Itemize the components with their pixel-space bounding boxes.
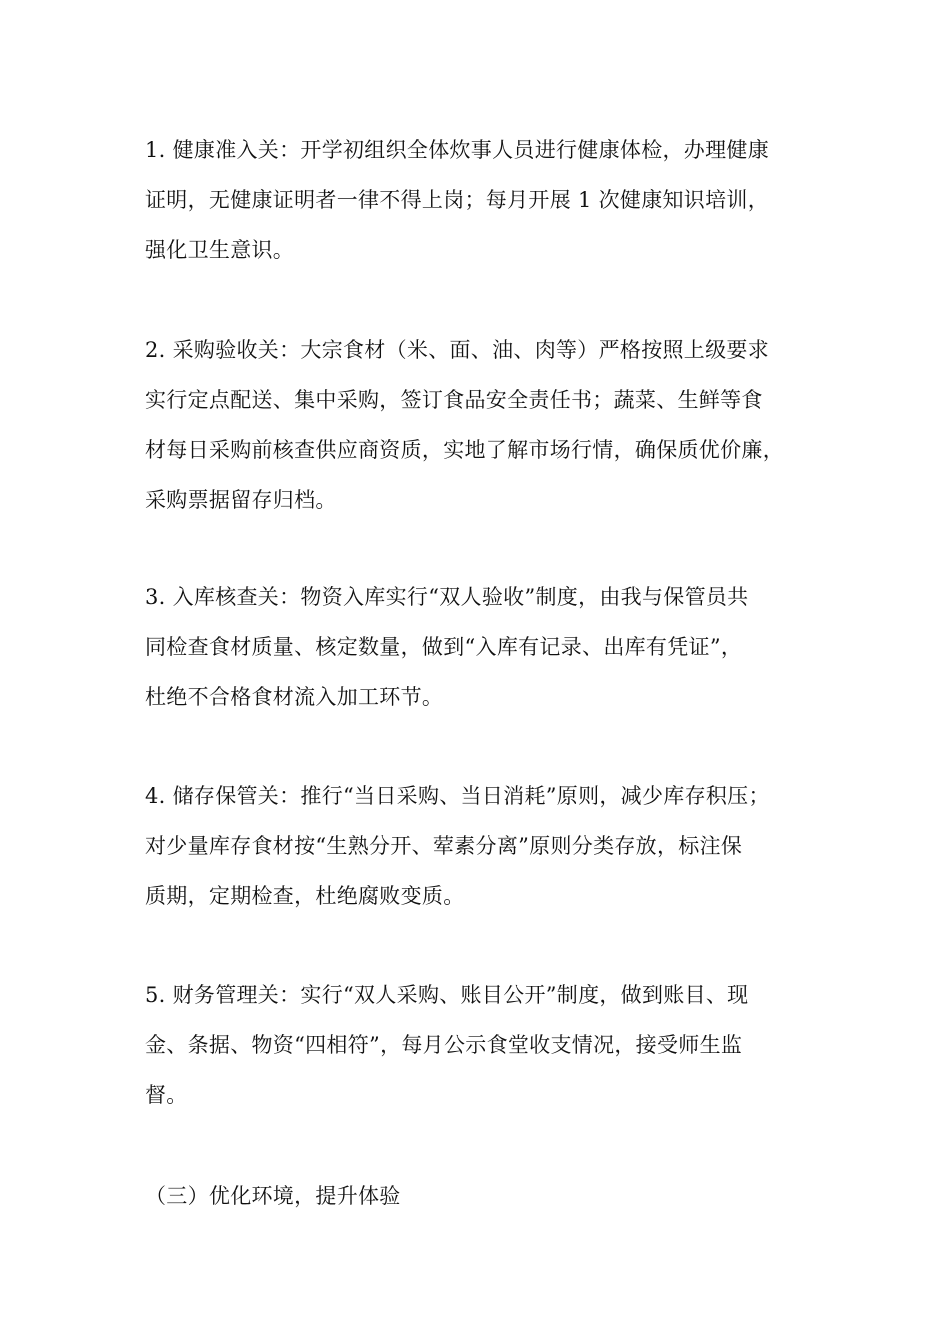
paragraph-warehouse-check — [145, 572, 830, 722]
text-line: 材每日采购前核查供应商资质，实地了解市场行情，确保质优价廉， — [145, 438, 784, 462]
text-line: 金、条据、物资“四相符”，每月公示食堂收支情况，接受师生监 — [145, 1033, 743, 1057]
text-line: 实行定点配送、集中采购，签订食品安全责任书；蔬菜、生鲜等食 — [145, 388, 763, 412]
text-line: 强化卫生意识。 — [145, 238, 295, 262]
text-line: 3. 入库核查关：物资入库实行“双人验收”制度，由我与保管员共 — [145, 585, 749, 609]
text-line: 证明，无健康证明者一律不得上岗；每月开展 1 次健康知识培训， — [145, 188, 770, 212]
text-line: 1. 健康准入关：开学初组织全体炊事人员进行健康体检，办理健康 — [145, 138, 770, 162]
paragraph-financial-management — [145, 970, 830, 1120]
text-line: 4. 储存保管关：推行“当日采购、当日消耗”原则，减少库存积压； — [145, 784, 770, 808]
text-line: 采购票据留存归档。 — [145, 488, 337, 512]
text-line: 质期，定期检查，杜绝腐败变质。 — [145, 884, 465, 908]
text-line: 2. 采购验收关：大宗食材（米、面、油、肉等）严格按照上级要求 — [145, 338, 770, 362]
text-line: 同检查食材质量、核定数量，做到“入库有记录、出库有凭证”， — [145, 635, 743, 659]
text-line: 5. 财务管理关：实行“双人采购、账目公开”制度，做到账目、现 — [145, 983, 749, 1007]
text-line: 督。 — [145, 1083, 188, 1107]
text-line: 对少量库存食材按“生熟分开、荤素分离”原则分类存放，标注保 — [145, 834, 743, 858]
text-line: 杜绝不合格食材流入加工环节。 — [145, 685, 444, 709]
section-heading: （三）优化环境，提升体验 — [145, 1184, 401, 1208]
paragraph-health-access — [145, 125, 830, 275]
paragraph-storage-management — [145, 771, 830, 921]
paragraph-procurement-inspection — [145, 325, 830, 525]
